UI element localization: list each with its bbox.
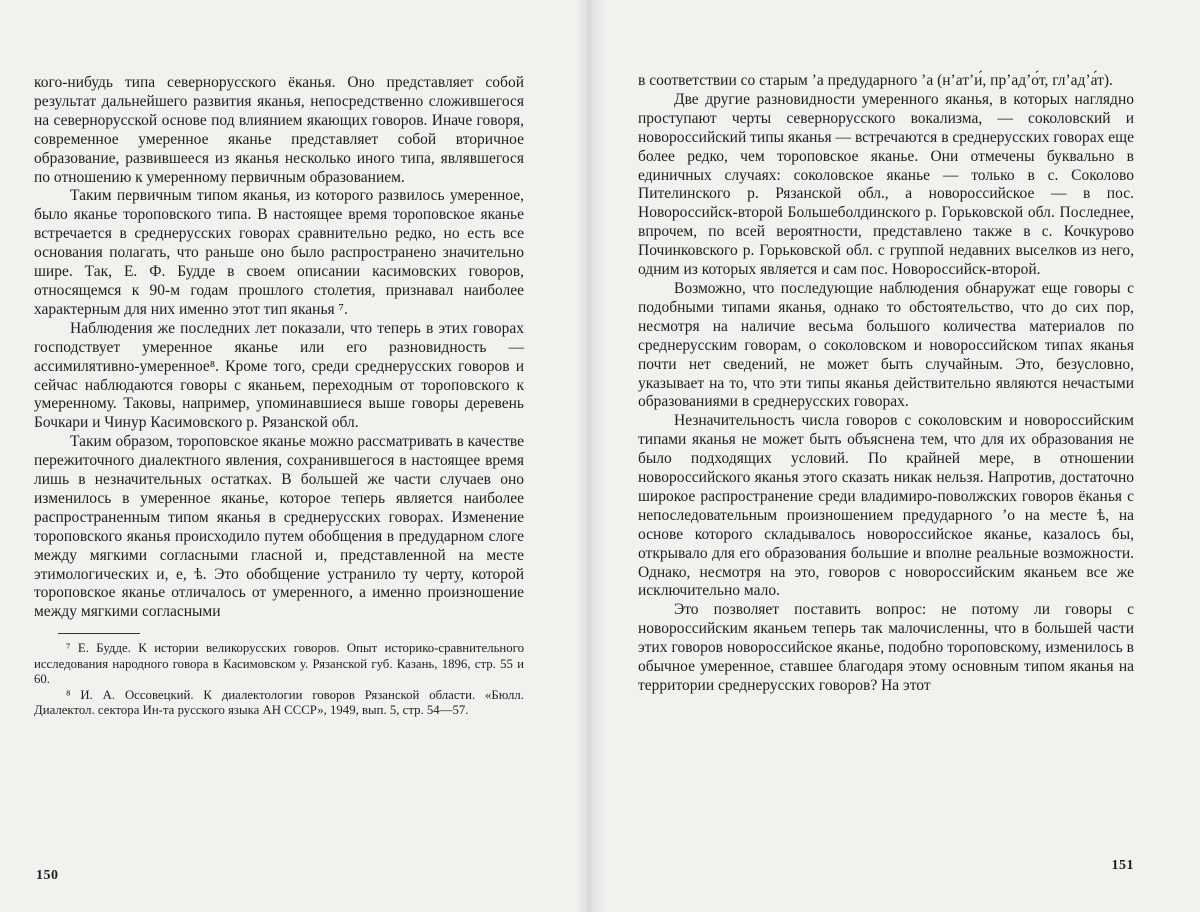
footnote-8: ⁸ И. А. Оссовецкий. К диалектологии говоров Рязанской области. «Бюлл. Диалектол. сектора Ин-та русского языка АН СССР», 1949, вып. 5, стр. 54—57. — [34, 687, 524, 717]
left-paragraph-2: Таким первичным типом яканья, из которого развилось умеренное, было яканье тороповского типа. В настоящее время тороповское яканье встречается в среднерусских говорах сравнительно редко, но есть все основания полагать, что раньше оно было распространено значительно шире. Так, Е. Ф. Будде в своем описании касимовских говоров, относящемся к 90-м годам прошлого столетия, признавал наиболее характерным для них именно этот тип яканья ⁷. — [34, 187, 524, 318]
left-page — [0, 0, 586, 912]
right-paragraph-3: Возможно, что последующие наблюдения обнаружат еще говоры с подобными типами яканья, однако то обстоятельство, что до сих пор, несмотря на наличие весьма большого количества материалов по среднерусским говорам, о соколовском и новороссийском типах яканья почти нет сведений, не может быть случайным. Это, безусловно, указывает на то, что эти типы яканья действительно являются нечастыми образованиями в среднерусских говорах. — [638, 279, 1134, 411]
right-page — [586, 0, 1200, 912]
footnote-divider — [58, 633, 140, 634]
page-number-right: 151 — [1111, 858, 1134, 873]
right-paragraph-5: Это позволяет поставить вопрос: не потому ли говоры с новороссийским яканьем теперь так малочисленны, что в большей части этих говоров новороссийское яканье, подобно тороповскому, изменилось в обычное умеренное, ставшее благодаря этому основным типом яканья на территории среднерусских говоров? На этот — [638, 601, 1134, 694]
left-paragraph-4: Таким образом, тороповское яканье можно рассматривать в качестве пережиточного диалектного явления, сохранившегося в настоящее время лишь в незначительных остатках. В большей же части случаев оно изменилось в умеренное яканье, которое теперь является наиболее распространенным типом яканья в среднерусских говорах. Изменение тороповского яканья происходило путем обобщения в предударном слоге между мягкими согласными гласной и, представленной на месте этимологических и, е, ѣ. Это обобщение устранило ту черту, которой тороповское яканье отличалось от умеренного, а именно произношение между мягкими согласными — [34, 433, 524, 621]
page-number-left: 150 — [36, 868, 59, 883]
right-paragraph-2: Две другие разновидности умеренного яканья, в которых наглядно проступают черты севернорусского вокализма, — соколовский и новороссийский типы яканья — встречаются в среднерусских говорах еще более редко, чем тороповское яканье. Они отмечены буквально в единичных случаях: соколовское яканье — только в с. Соколово Пителинского р. Рязанской обл., а новороссийское — в пос. Новороссийск-второй Большеболдинского р. Горьковской обл. Последнее, впрочем, по всей вероятности, представлено также в с. Кочкурово Починковского р. Горьковской обл. с группой недавних выселков из него, одним из которых является и сам пос. Новороссийск-второй. — [638, 90, 1134, 279]
right-paragraph-1: в соответствии со старым ’а предударного ’а (н’ат’и́, пр’ад’о́т, гл’ад’а́т). — [638, 72, 1113, 89]
footnote-7: ⁷ Е. Будде. К истории великорусских говоров. Опыт историко-сравнительного исследования народного говора в Касимовском у. Рязанской губ. Казань, 1896, стр. 55 и 60. — [34, 641, 524, 687]
left-page-text — [34, 74, 524, 622]
right-page-text — [638, 72, 1134, 696]
left-paragraph-3: Наблюдения же последних лет показали, что теперь в этих говорах господствует умеренное яканье или его разновидность — ассимилятивно-умеренное⁸. Кроме того, среди среднерусских говоров и сейчас наблюдаются говоры с яканьем, переходным от тороповского к умеренному. Таковы, например, упоминавшиеся выше говоры деревень Бочкари и Чинур Касимовского р. Рязанской обл. — [34, 319, 524, 432]
right-paragraph-4: Незначительность числа говоров с соколовским и новороссийским типами яканья не может быть объяснена тем, что для их образования не было подходящих условий. По крайней мере, в отношении новороссийского яканья этого сказать никак нельзя. Напротив, достаточно широкое распространение среди владимиро-поволжских говоров ёканья с непоследовательным произношением предударного ’о на месте ѣ, на основе которого складывалось новороссийское яканье, казалось бы, открывало для его образования большие и вполне реальные возможности. Однако, несмотря на это, говоров с новороссийским яканьем все же исключительно мало. — [638, 412, 1134, 600]
footnotes — [34, 641, 524, 718]
left-paragraph-1: кого-нибудь типа севернорусского ёканья. Оно представляет собой результат дальнейшего развития яканья, непосредственно сложившегося на севернорусской основе под влиянием якающих говоров. Иначе говоря, современное умеренное яканье представляет собой вторичное образование, развившееся из яканья несколько иного типа, являвшегося по отношению к умеренному первичным образованием. — [34, 74, 524, 186]
